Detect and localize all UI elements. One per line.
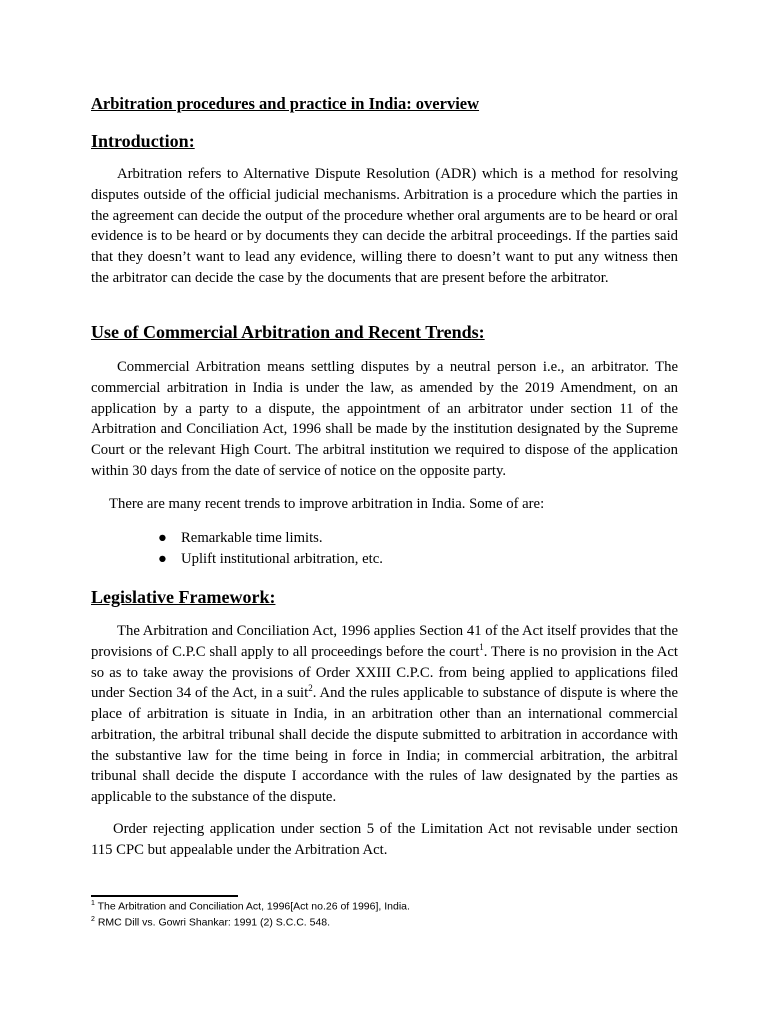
trends-intro-paragraph: There are many recent trends to improve arbitration in India. Some of are: [109,496,545,512]
heading-commercial-arbitration: Use of Commercial Arbitration and Recent Trends: [91,322,485,342]
list-item [91,528,678,549]
footnote-number: 2 [91,916,95,923]
trends-list [91,528,678,570]
bullet-icon: ● [158,530,167,546]
heading-introduction: Introduction: [91,131,195,151]
footnote-2 [91,916,330,929]
text-segment: . And the rules applicable to substance of dispute is where the place of arbitration is situate in India, in an arbitration other than an international commercial arbitration, the arbitral tribunal shall decide the dispute submitted to arbitration in accordance with the substantive law for the time being in force in India; in commercial arbitration, the arbitral tribunal shall decide the dispute I accordance with the rules of law designated by the parties as applicable to the substance of the dispute. [91,685,678,805]
order-paragraph: Order rejecting application under section 5 of the Limitation Act not revisable under section 115 CPC but appealable under the Arbitration Act. [91,821,678,858]
footnote-text: The Arbitration and Conciliation Act, 1996[Act no.26 of 1996], India. [97,900,410,913]
text-segment: . There is no provision in the Act so as to take away the provisions of Order XXIII C.P.C. from being applied to applications filed under Section 34 of the Act, in a suit [91,643,678,702]
footnote-1 [91,900,410,913]
footnote-ref[interactable]: 2 [308,683,313,694]
trends-paragraph: Commercial Arbitration means settling disputes by a neutral person i.e., an arbitrator. The commercial arbitration in India is under the law, as amended by the 2019 Amendment, on an application by a party to a dispute, the appointment of an arbitrator under section 11 of the Arbitration and Conciliation Act, 1996 shall be made by the institution designated by the Supreme Court or the relevant High Court. The arbitral institution we required to dispose of the application within 30 days from the date of service of notice on the opposite party. [91,359,678,479]
footnote-separator [91,895,238,897]
text-segment: The Arbitration and Conciliation Act, 1996 applies Section 41 of the Act itself provides that the provisions of C.P.C shall apply to all proceedings before the court [91,623,678,660]
list-item [91,549,678,570]
legislative-paragraph [91,621,678,808]
intro-paragraph: Arbitration refers to Alternative Dispute Resolution (ADR) which is a method for resolving disputes outside of the official judicial mechanisms. Arbitration is a procedure which the parties in the agreement can decide the output of the procedure whether oral arguments are to be heard or oral evidence is to be heard or by documents they can decide the arbitral proceedings. If the parties said that they doesn’t want to lead any evidence, willing there to doesn’t want to put any witness then the arbitrator can decide the case by the documents that are present before the arbitrator. [91,166,678,286]
list-item-text: Uplift institutional arbitration, etc. [181,551,383,567]
heading-legislative-framework: Legislative Framework: [91,587,276,607]
bullet-icon: ● [158,551,167,567]
document-title: Arbitration procedures and practice in India: overview [91,94,480,113]
list-item-text: Remarkable time limits. [181,530,323,546]
footnote-ref[interactable]: 1 [479,641,484,652]
footnote-text: RMC Dill vs. Gowri Shankar: 1991 (2) S.C.C. 548. [97,916,331,929]
footnote-number: 1 [91,900,95,907]
